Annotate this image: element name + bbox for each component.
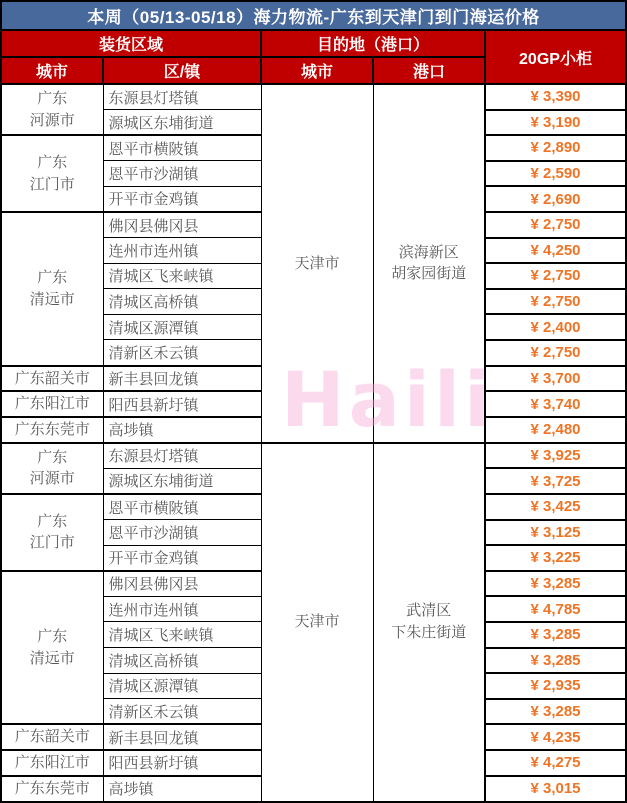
price-cell: ¥ 3,015 — [485, 776, 626, 802]
header-destination: 目的地（港口） — [261, 30, 485, 57]
district-cell: 恩平市横陂镇 — [103, 494, 261, 520]
loading-city-cell — [1, 443, 103, 494]
loading-city-cell — [1, 391, 103, 417]
header-loading-city: 城市 — [1, 57, 103, 84]
price-cell: ¥ 3,285 — [485, 571, 626, 597]
price-cell: ¥ 4,275 — [485, 750, 626, 776]
loading-city-line: 江门市 — [29, 175, 75, 193]
loading-city-line: 广东阳江市 — [14, 754, 90, 772]
loading-city-line: 广东 — [37, 448, 68, 466]
price-cell: ¥ 2,890 — [485, 135, 626, 161]
loading-city-cell — [1, 724, 103, 750]
loading-city-line: 河源市 — [29, 111, 75, 129]
district-cell: 源城区东埔街道 — [103, 468, 261, 494]
destination-city-cell: 天津市 — [261, 443, 373, 802]
table-row — [1, 84, 626, 110]
district-cell: 连州市连州镇 — [103, 238, 261, 264]
price-cell: ¥ 3,425 — [485, 494, 626, 520]
destination-city-cell: 天津市 — [261, 84, 373, 443]
price-cell: ¥ 2,750 — [485, 340, 626, 366]
price-cell: ¥ 4,785 — [485, 596, 626, 622]
price-cell: ¥ 3,285 — [485, 699, 626, 725]
header-container-20gp: 20GP小柜 — [485, 30, 626, 84]
district-cell: 恩平市沙湖镇 — [103, 520, 261, 546]
district-cell: 源城区东埔街道 — [103, 110, 261, 136]
loading-city-cell — [1, 212, 103, 366]
price-cell: ¥ 3,925 — [485, 443, 626, 469]
loading-city-line: 广东 — [37, 512, 68, 530]
price-cell: ¥ 2,480 — [485, 417, 626, 443]
header-district: 区/镇 — [103, 57, 261, 84]
loading-city-line: 广东东莞市 — [14, 779, 90, 797]
loading-city-line: 广东 — [37, 89, 68, 107]
watermark: Haili — [281, 355, 495, 444]
header-dest-city: 城市 — [261, 57, 373, 84]
port-cell — [373, 443, 485, 802]
price-cell: ¥ 3,125 — [485, 520, 626, 546]
district-cell: 清城区飞来峡镇 — [103, 622, 261, 648]
port-line: 滨海新区 — [398, 243, 459, 261]
district-cell: 开平市金鸡镇 — [103, 545, 261, 571]
price-cell: ¥ 3,390 — [485, 84, 626, 110]
price-cell: ¥ 2,935 — [485, 673, 626, 699]
loading-city-cell — [1, 84, 103, 135]
price-cell: ¥ 2,400 — [485, 314, 626, 340]
price-cell: ¥ 3,285 — [485, 648, 626, 674]
price-cell: ¥ 3,225 — [485, 545, 626, 571]
loading-city-cell — [1, 135, 103, 212]
loading-city-cell — [1, 571, 103, 725]
district-cell: 清城区高桥镇 — [103, 648, 261, 674]
price-cell: ¥ 3,190 — [485, 110, 626, 136]
district-cell: 恩平市沙湖镇 — [103, 161, 261, 187]
district-cell: 新丰县回龙镇 — [103, 724, 261, 750]
district-cell: 高埗镇 — [103, 417, 261, 443]
loading-city-cell — [1, 494, 103, 571]
loading-city-cell — [1, 750, 103, 776]
district-cell: 清城区飞来峡镇 — [103, 263, 261, 289]
loading-city-line: 广东韶关市 — [14, 369, 90, 387]
port-line: 胡家园街道 — [391, 265, 467, 283]
loading-city-line: 清远市 — [29, 290, 75, 308]
port-cell — [373, 84, 485, 443]
page-title: 本周（05/13-05/18）海力物流-广东到天津门到门海运价格 — [1, 1, 626, 30]
loading-city-line: 江门市 — [29, 534, 75, 552]
loading-city-line: 广东 — [37, 153, 68, 171]
district-cell: 开平市金鸡镇 — [103, 186, 261, 212]
price-cell: ¥ 3,725 — [485, 468, 626, 494]
header-row-groups — [1, 30, 626, 57]
district-cell: 连州市连州镇 — [103, 596, 261, 622]
table-row — [1, 443, 626, 469]
price-cell: ¥ 3,285 — [485, 622, 626, 648]
district-cell: 东源县灯塔镇 — [103, 84, 261, 110]
price-cell: ¥ 3,740 — [485, 391, 626, 417]
district-cell: 佛冈县佛冈县 — [103, 571, 261, 597]
loading-city-cell — [1, 776, 103, 802]
district-cell: 阳西县新圩镇 — [103, 391, 261, 417]
title-row — [1, 1, 626, 30]
price-table-body — [1, 1, 626, 802]
price-cell: ¥ 4,250 — [485, 238, 626, 264]
loading-city-line: 河源市 — [29, 470, 75, 488]
district-cell: 新丰县回龙镇 — [103, 366, 261, 392]
loading-city-line: 广东 — [37, 269, 68, 286]
district-cell: 清城区源潭镇 — [103, 314, 261, 340]
price-cell: ¥ 2,750 — [485, 263, 626, 289]
price-cell: ¥ 2,590 — [485, 161, 626, 187]
district-cell: 清新区禾云镇 — [103, 340, 261, 366]
price-cell: ¥ 2,750 — [485, 212, 626, 238]
loading-city-line: 广东韶关市 — [14, 728, 90, 746]
district-cell: 恩平市横陂镇 — [103, 135, 261, 161]
loading-city-line: 清远市 — [29, 649, 75, 667]
price-cell: ¥ 2,690 — [485, 186, 626, 212]
price-cell: ¥ 2,750 — [485, 289, 626, 315]
district-cell: 清城区源潭镇 — [103, 673, 261, 699]
loading-city-cell — [1, 417, 103, 443]
header-loading-area: 装货区域 — [1, 30, 261, 57]
district-cell: 东源县灯塔镇 — [103, 443, 261, 469]
district-cell: 佛冈县佛冈县 — [103, 212, 261, 238]
district-cell: 清新区禾云镇 — [103, 699, 261, 725]
district-cell: 高埗镇 — [103, 776, 261, 802]
header-port: 港口 — [373, 57, 485, 84]
port-line: 武清区 — [406, 602, 452, 620]
district-cell: 阳西县新圩镇 — [103, 750, 261, 776]
price-cell: ¥ 4,235 — [485, 724, 626, 750]
loading-city-line: 广东东莞市 — [14, 421, 90, 439]
loading-city-line: 广东 — [37, 627, 68, 645]
district-cell: 清城区高桥镇 — [103, 289, 261, 315]
loading-city-cell — [1, 366, 103, 392]
port-line: 下朱庄街道 — [391, 624, 467, 642]
loading-city-line: 广东阳江市 — [14, 395, 90, 413]
price-cell: ¥ 3,700 — [485, 366, 626, 392]
